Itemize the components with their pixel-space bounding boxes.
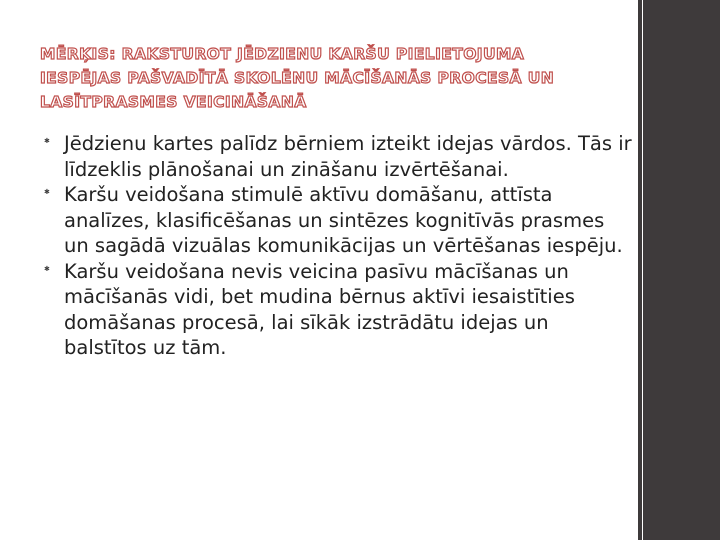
bullet-list: [44, 131, 634, 361]
bullet-text: Karšu veidošana nevis veicina pasīvu mācīšanas un mācīšanās vidi, bet mudina bērnus aktīvi iesaistīties domāšanas procesā, lai sīkāk izstrādātu idejas un balstītos uz tām.: [64, 259, 575, 359]
sidebar-accent-line: [638, 0, 642, 540]
bullet-text: Jēdzienu kartes palīdz bērniem izteikt idejas vārdos. Tās ir līdzeklis plānošanai un zināšanu izvērtēšanai.: [64, 132, 632, 181]
bullet-icon: ✱: [44, 137, 50, 145]
bullet-item: [44, 131, 634, 182]
bullet-item: [44, 259, 634, 361]
bullet-item: [44, 182, 634, 259]
slide-title: MĒRĶIS: RAKSTUROT JĒDZIENU KARŠU PIELIETOJUMA IESPĒJAS PAŠVADĪTĀ SKOLĒNU MĀCĪŠANĀS PROCESĀ UN LASĪTPRASMES VEICINĀŠANĀ: [40, 45, 555, 111]
bullet-icon: ✱: [44, 188, 50, 196]
bullet-icon: ✱: [44, 264, 50, 273]
decorative-sidebar: [643, 0, 720, 540]
bullet-text: Karšu veidošana stimulē aktīvu domāšanu, attīsta analīzes, klasificēšanas un sintēzes kognitīvās prasmes un sagādā vizuālas komunikācijas un vērtēšanas iespēju.: [64, 183, 623, 257]
